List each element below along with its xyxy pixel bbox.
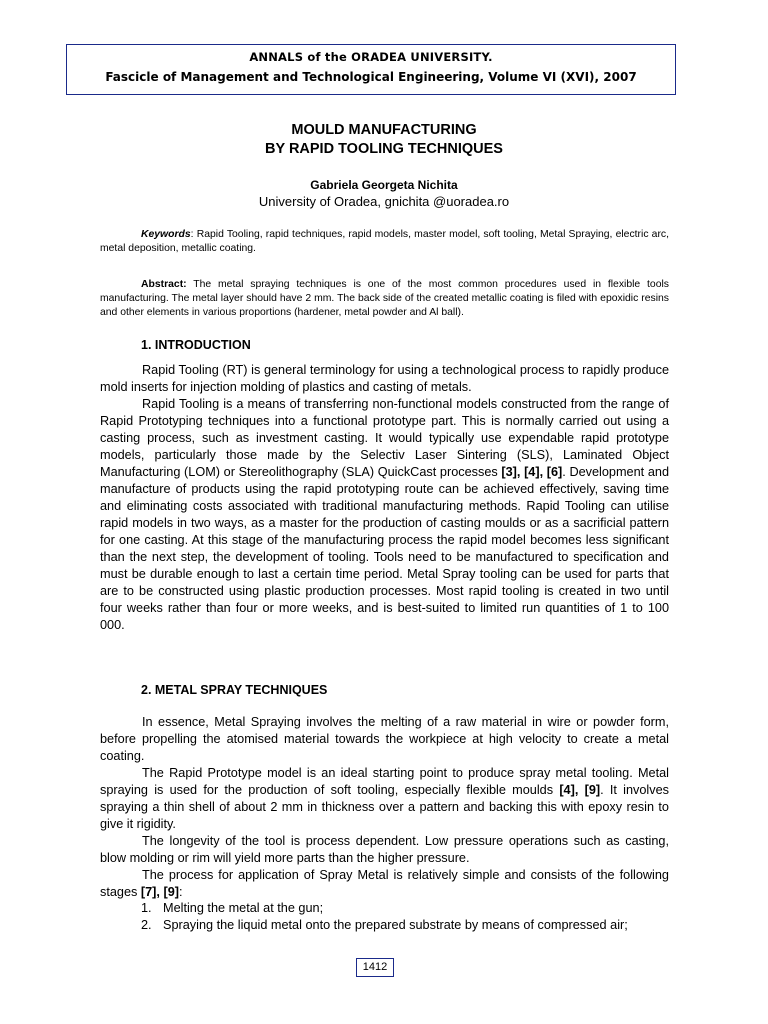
keywords-text: : Rapid Tooling, rapid techniques, rapid models, master model, soft tooling, Metal Spraying, electric arc, metal deposition, metallic coating.	[100, 229, 669, 254]
author-affiliation: University of Oradea, gnichita @uoradea.ro	[258, 194, 510, 209]
citation-ref: [3], [4], [6]	[501, 465, 563, 479]
journal-title: ANNALS of the ORADEA UNIVERSITY.	[249, 50, 493, 64]
journal-subtitle: Fascicle of Management and Technological Engineering, Volume VI (XVI), 2007	[105, 70, 637, 84]
citation-ref: [4], [9]	[559, 783, 601, 797]
journal-header	[66, 44, 676, 95]
list-item: 2. Spraying the liquid metal onto the prepared substrate by means of compressed air;	[141, 918, 628, 932]
page-number: 1412	[356, 958, 394, 977]
author-name: Gabriela Georgeta Nichita	[310, 178, 458, 192]
section1-heading: 1. INTRODUCTION	[141, 338, 251, 352]
section2-body	[100, 714, 669, 901]
abstract-block	[100, 278, 669, 320]
section1-body	[100, 362, 669, 634]
section2-paragraph-2: The Rapid Prototype model is an ideal starting point to produce spray metal tooling. Metal spraying is used for the production of soft tooling, especially flexible moulds [4], [9]. It involves spraying a thin shell of about 2 mm in thickness over a pattern and backing this with epoxy resin to give it rigidity.	[100, 766, 669, 831]
paper-title-line2: BY RAPID TOOLING TECHNIQUES	[265, 141, 503, 157]
abstract-label: Abstract:	[141, 279, 187, 290]
keywords-label: Keywords	[141, 229, 191, 240]
paper-title-line1: MOULD MANUFACTURING	[291, 122, 477, 138]
keywords-block	[100, 228, 669, 256]
citation-ref: [7], [9]	[140, 885, 179, 899]
section1-paragraph-2: Rapid Tooling is a means of transferring non-functional models constructed from the range of Rapid Prototyping techniques into a functional prototype part. This is normally carried out using a casting process, such as investment casting. It would typically use expendable rapid prototype models, particularly those made by the Selectiv Laser Sintering (SLS), Laminated Object Manufacturing (LOM) or Stereolithography (SLA) QuickCast processes [3], [4], [6]. Development and manufacture of products using the rapid prototyping route can be achieved effectively, saving time and eliminating costs associated with traditional manufacturing methods. Rapid Tooling can utilise rapid models in two ways, as a master for the production of casting moulds or as a sacrificial pattern for one casting. At this stage of the manufacturing process the rapid model becomes less significant than the next step, the development of tooling. Tools need to be manufactured to specification and must be durable enough to last a certain time period. Metal Spray tooling can be used for parts that are to be constructed using plastic production processes. Most rapid tooling is created in two until four weeks rather than four or more weeks, and is best-suited to limited run quantities of 1 to 100 000.	[100, 397, 670, 632]
section2-paragraph-4: The process for application of Spray Metal is relatively simple and consists of the following stages [7], [9]:	[100, 868, 669, 899]
list-item: 1. Melting the metal at the gun;	[141, 901, 324, 915]
abstract-text: The metal spraying techniques is one of the most common procedures used in flexible tools manufacturing. The metal layer should have 2 mm. The back side of the created metallic coating is filed with epoxidic resins and other elements in various proportions (hardener, metal powder and Al ball).	[100, 279, 669, 318]
process-stages-list	[141, 900, 669, 934]
section2-paragraph-1: In essence, Metal Spraying involves the melting of a raw material in wire or powder form, before propelling the atomised material towards the workpiece at high velocity to create a metal coating.	[100, 715, 669, 763]
section2-paragraph-3: The longevity of the tool is process dependent. Low pressure operations such as casting, blow molding or rim will yield more parts than the higher pressure.	[100, 834, 669, 865]
section1-paragraph-1: Rapid Tooling (RT) is general terminology for using a technological process to rapidly produce mold inserts for injection molding of plastics and casting of metals.	[100, 363, 669, 394]
section2-heading: 2. METAL SPRAY TECHNIQUES	[141, 683, 328, 697]
